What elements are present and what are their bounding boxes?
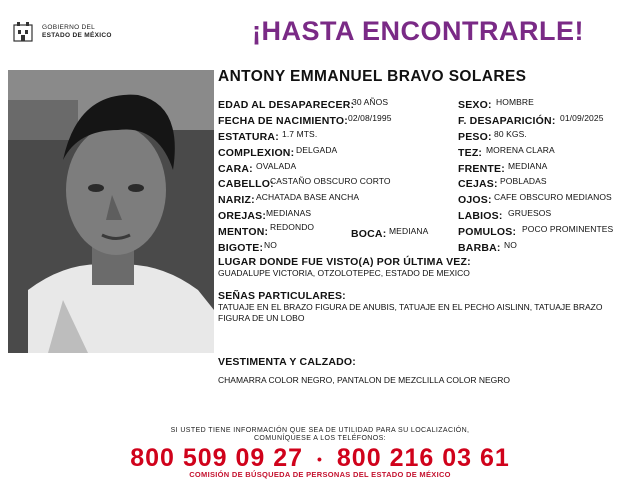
cejas-value: POBLADAS bbox=[500, 176, 547, 186]
peso-label: PESO: bbox=[458, 131, 492, 143]
headline: ¡HASTA ENCONTRARLE! bbox=[252, 16, 584, 46]
phone-1[interactable]: 800 509 09 27 bbox=[130, 444, 304, 472]
menton-value: REDONDO bbox=[270, 222, 315, 232]
orejas-value: MEDIANAS bbox=[266, 208, 312, 218]
footer-note-2: COMUNÍQUESE A LOS TELÉFONOS: bbox=[253, 435, 387, 442]
clothing-text: CHAMARRA COLOR NEGRO, PANTALON DE MEZCLILLA COLOR NEGRO bbox=[218, 375, 511, 385]
bigote-value: NO bbox=[264, 240, 277, 250]
sexo-label: SEXO: bbox=[458, 99, 492, 111]
commission-name: COMISIÓN DE BÚSQUEDA DE PERSONAS DEL ESTADO DE MÉXICO bbox=[189, 470, 451, 479]
phone-2[interactable]: 800 216 03 61 bbox=[336, 444, 510, 472]
logo-line-1: GOBIERNO DEL bbox=[42, 24, 96, 31]
field-bigote bbox=[218, 238, 263, 256]
barba-value: NO bbox=[504, 240, 517, 250]
peso-value: 80 KGS. bbox=[494, 129, 527, 139]
sexo-value: HOMBRE bbox=[496, 97, 534, 107]
edad-value: 30 AÑOS bbox=[352, 97, 389, 107]
pomulos-value: POCO PROMINENTES bbox=[522, 224, 614, 234]
footer-note-1: SI USTED TIENE INFORMACIÓN QUE SEA DE UTILIDAD PARA SU LOCALIZACIÓN, bbox=[170, 427, 470, 434]
edad-label: EDAD AL DESAPARECER: bbox=[218, 99, 355, 111]
fdes-value: 01/09/2025 bbox=[560, 113, 604, 123]
tez-label: TEZ: bbox=[458, 147, 483, 159]
fnac-value: 02/08/1995 bbox=[348, 113, 392, 123]
boca-value: MEDIANA bbox=[389, 226, 429, 236]
boca-label: BOCA: bbox=[351, 228, 387, 240]
ojos-label: OJOS: bbox=[458, 194, 492, 206]
state-emblem-icon bbox=[12, 21, 34, 43]
logo-text bbox=[42, 24, 112, 40]
cabello-label: CABELLO: bbox=[218, 178, 274, 190]
cabello-value: CASTAÑO OBSCURO CORTO bbox=[270, 176, 391, 186]
frente-label: FRENTE: bbox=[458, 163, 505, 175]
clothing-title: VESTIMENTA Y CALZADO: bbox=[218, 356, 356, 368]
frente-value: MEDIANA bbox=[508, 161, 548, 171]
fdes-label: F. DESAPARICIÓN: bbox=[458, 115, 556, 127]
phone-numbers bbox=[0, 444, 640, 473]
orejas-label: OREJAS: bbox=[218, 210, 267, 222]
labios-value: GRUESOS bbox=[508, 208, 552, 218]
cejas-label: CEJAS: bbox=[458, 178, 498, 190]
ojos-value: CAFE OBSCURO MEDIANOS bbox=[494, 192, 612, 202]
field-barba bbox=[458, 238, 501, 256]
nariz-label: NARIZ: bbox=[218, 194, 255, 206]
tez-value: MORENA CLARA bbox=[486, 145, 555, 155]
complexion-label: COMPLEXION: bbox=[218, 147, 295, 159]
marks-text: TATUAJE EN EL BRAZO FIGURA DE ANUBIS, TATUAJE EN EL PECHO AISLINN, TATUAJE BRAZO FIGURA DE UN LOBO bbox=[218, 302, 603, 323]
nariz-value: ACHATADA BASE ANCHA bbox=[256, 192, 360, 202]
cara-value: OVALADA bbox=[256, 161, 297, 171]
cara-label: CARA: bbox=[218, 163, 253, 175]
estatura-label: ESTATURA: bbox=[218, 131, 279, 143]
logo-line-2: ESTADO DE MÉXICO bbox=[42, 32, 112, 39]
person-name: ANTONY EMMANUEL BRAVO SOLARES bbox=[218, 68, 527, 85]
pomulos-label: POMULOS: bbox=[458, 226, 517, 238]
government-logo bbox=[8, 20, 128, 48]
fnac-label: FECHA DE NACIMIENTO: bbox=[218, 115, 348, 127]
last-seen-text: GUADALUPE VICTORIA, OTZOLOTEPEC, ESTADO DE MEXICO bbox=[218, 268, 470, 278]
menton-label: MENTON: bbox=[218, 226, 269, 238]
bigote-label: BIGOTE: bbox=[218, 242, 264, 254]
field-boca bbox=[351, 224, 386, 242]
complexion-value: DELGADA bbox=[296, 145, 338, 155]
barba-label: BARBA: bbox=[458, 242, 501, 254]
phone-separator: • bbox=[317, 451, 323, 468]
portrait-image bbox=[8, 70, 214, 353]
last-seen-title: LUGAR DONDE FUE VISTO(A) POR ÚLTIMA VEZ: bbox=[218, 256, 471, 268]
person-photo bbox=[8, 70, 214, 353]
labios-label: LABIOS: bbox=[458, 210, 503, 222]
marks-title: SEÑAS PARTICULARES: bbox=[218, 290, 346, 302]
estatura-value: 1.7 MTS. bbox=[282, 129, 318, 139]
